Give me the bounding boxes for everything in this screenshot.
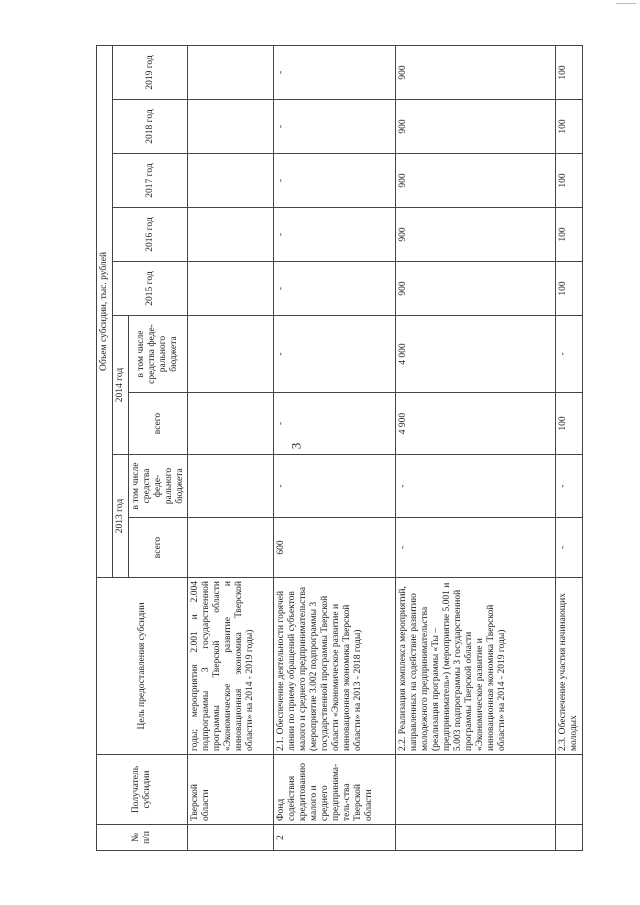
header-2016: 2016 год [112,208,188,262]
row-2016: - [274,208,396,262]
row-2019 [188,45,274,99]
row-2019: - [274,45,396,99]
row-2017 [188,154,274,208]
table-row [274,45,396,850]
row-recipient: Тверской области [188,755,274,825]
row-2014-total [188,393,274,455]
row-2014-fed: - [556,316,583,393]
header-row-1 [97,45,113,850]
header-recipient: Получатель субсидии [97,755,188,825]
corner-mark [616,3,636,4]
rotated-sheet [96,46,580,851]
subsidy-table-container [96,46,580,851]
row-num [188,825,274,851]
page-number: 3 [288,442,304,450]
subsidy-table [96,45,583,851]
row-2015: 100 [556,262,583,316]
header-2014: 2014 год [112,316,128,455]
header-2014-total: всего [128,393,188,455]
header-2014-fed: в том числе средства феде-рального бюджета [128,316,188,393]
row-2016: 100 [556,208,583,262]
row-2013-fed: - [556,455,583,518]
row-2018 [188,100,274,154]
row-2018: 100 [556,100,583,154]
row-recipient [556,755,583,825]
row-num: 2 [274,825,396,851]
row-2014-total: - [274,393,396,455]
row-2018: - [274,100,396,154]
row-2013-fed: - [274,455,396,518]
header-2018: 2018 год [112,100,188,154]
row-2014-total: 4 900 [396,393,556,455]
header-2015: 2015 год [112,262,188,316]
row-2015: 900 [396,262,556,316]
row-goal: годы; мероприятия 2.001 и 2.004 подпрограммы 3 государственной программы Тверской области «Экономическое развитие и инновационная экономика Тверской области» на 2014 - 2019 годы) [188,578,274,755]
header-2019: 2019 год [112,45,188,99]
row-2016 [188,208,274,262]
row-goal: 2.2. Реализация комплекса мероприятий, направленных на содействие развитию молодежного предпринимательства (реализация программы «Ты – предприниматель») (мероприятие 5.001 и 5.003 подпрограммы 3 государственной программы Тверской области «Экономическое развитие и инновационная экономика Тверской области» на 2014 - 2019 годы) [396,578,556,755]
row-2017: - [274,154,396,208]
header-num: № п/п [97,825,188,851]
row-goal: 2.3. Обеспечение участия начинающих молодых [556,578,583,755]
row-2018: 900 [396,100,556,154]
row-2013-total: - [396,518,556,578]
row-2014-total: 100 [556,393,583,455]
row-2015: - [274,262,396,316]
row-2017: 100 [556,154,583,208]
header-volume: Объем субсидии, тыс. рублей [97,45,113,577]
row-2013-fed [188,455,274,518]
row-2013-fed: - [396,455,556,518]
row-2014-fed [188,316,274,393]
row-2017: 900 [396,154,556,208]
header-goal: Цель предоставления субсидии [97,578,188,755]
row-2015 [188,262,274,316]
header-2013-total: всего [128,518,188,578]
row-2013-total: 600 [274,518,396,578]
row-2016: 900 [396,208,556,262]
row-num [396,825,556,851]
header-2013: 2013 год [112,455,128,578]
row-2019: 900 [396,45,556,99]
row-recipient: Фонд содействия кредитованию малого и среднего предпринима-тель-ства Тверской области [274,755,396,825]
row-2013-total: - [556,518,583,578]
header-2017: 2017 год [112,154,188,208]
header-2013-fed: в том числе средства феде-рального бюджета [128,455,188,518]
row-num [556,825,583,851]
row-2014-fed: 4 000 [396,316,556,393]
table-row [556,45,583,850]
table-row [396,45,556,850]
row-goal: 2.1. Обеспечение деятельности горячей линии по приему обращений субъектов малого и среднего предпринимательства (мероприятие 3.002 подпрограммы 3 государственной программы Тверской области «Экономическое развитие и инновационная экономика Тверской области» на 2013 - 2018 годы) [274,578,396,755]
row-2013-total [188,518,274,578]
row-2019: 100 [556,45,583,99]
table-row [188,45,274,850]
row-2014-fed: - [274,316,396,393]
row-recipient [396,755,556,825]
